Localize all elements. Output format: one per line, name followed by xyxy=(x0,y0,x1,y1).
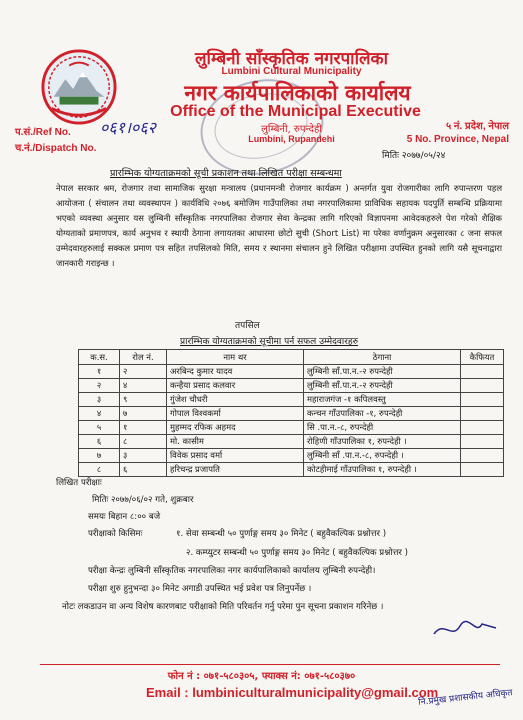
province-en: 5 No. Province, Nepal xyxy=(406,134,509,145)
cell-name: विवेक प्रसाद वर्मा xyxy=(167,449,304,463)
cell-address: लुम्बिनी साँ.पा.न.-२ रुपन्देही xyxy=(304,379,461,393)
table-row xyxy=(79,365,504,379)
place-np: लुम्बिनी, रुपन्देही xyxy=(261,124,322,135)
cell-roll: ६ xyxy=(120,463,167,477)
ref-no-label: प.सं./Ref No. xyxy=(15,127,71,138)
office-name-en: Office of the Municipal Executive xyxy=(170,103,421,120)
dispatch-no-label: च.नं./Dispatch No. xyxy=(15,143,97,154)
table-caption: प्रारम्भिक योग्यताक्रमको सूचीमा पर्न सफल उम्मेदवारहरु xyxy=(180,337,359,347)
exam-center: परीक्षा केन्द्रः लुम्बिनी साँस्कृतिक नगरपालिका नगर कार्यपालिकाको कार्यालय लुम्बिनी रुपन्देही। xyxy=(88,566,376,576)
cell-roll: ४ xyxy=(120,379,167,393)
cell-remarks xyxy=(461,365,504,379)
cell-remarks xyxy=(461,379,504,393)
col-address: ठेगाना xyxy=(304,350,461,365)
col-remarks: कैफियत xyxy=(461,350,504,365)
cell-sn: ६ xyxy=(79,435,120,449)
cell-remarks xyxy=(461,393,504,407)
table-row xyxy=(79,435,504,449)
cell-sn: १ xyxy=(79,365,120,379)
cell-name: अरबिन्द कुमार यादव xyxy=(167,365,304,379)
cell-name: गुंजेश चौधरी xyxy=(167,393,304,407)
cell-sn: ७ xyxy=(79,449,120,463)
candidate-table xyxy=(78,349,504,477)
exam-date: मितिः २०७७/०६/०२ गते, शुक्रबार xyxy=(92,495,194,505)
col-roll: रोल नं. xyxy=(120,350,167,365)
exam-title: लिखित परीक्षाः xyxy=(56,478,102,488)
cell-roll: २ xyxy=(120,365,167,379)
signature-mark xyxy=(430,618,500,640)
cell-address: लुम्बिनी साँ .पा.न.-८, रुपन्देही । xyxy=(304,449,461,463)
cell-address: कन्चन गाँउपालिका -१, रुपन्देही xyxy=(304,407,461,421)
cell-roll: ९ xyxy=(120,393,167,407)
place-en: Lumbini, Rupandehi xyxy=(248,134,335,144)
tapsil-heading: तपसिल xyxy=(235,321,260,331)
municipality-name-np: लुम्बिनी साँस्कृतिक नगरपालिका xyxy=(195,49,388,69)
footer-rule xyxy=(40,664,500,665)
exam-type-label: परीक्षाको किसिमः xyxy=(88,529,143,539)
col-name: नाम थर xyxy=(167,350,304,365)
cell-address: सि .पा.न.-८, रुपन्देही xyxy=(304,421,461,435)
table-header-row xyxy=(79,350,504,365)
ref-no-value: ०६१।०६२ xyxy=(100,118,156,137)
cell-name: मो. कासीम xyxy=(167,435,304,449)
cell-address: लुम्बिनी साँ.पा.न.-२ रुपन्देही xyxy=(304,365,461,379)
cell-remarks xyxy=(461,449,504,463)
exam-arrival: परीक्षा शुरु हुनुभन्दा ३० मिनेट अगाडी उपस्थित भई प्रवेश पत्र लिनुपर्नेछ । xyxy=(88,584,312,594)
col-sn: क.स. xyxy=(79,350,120,365)
cell-name: मुहम्मद रफिक अहमद xyxy=(167,421,304,435)
footer-phone: फोन नं : ०७१-५८०३०५, फ्याक्स नं: ०७१-५८०३७० xyxy=(167,671,356,682)
cell-name: गोपाल विश्वकर्मा xyxy=(167,407,304,421)
table-row xyxy=(79,407,504,421)
exam-note: नोटः लकडाउन वा अन्य विशेष कारणबाट परीक्षाको मिति परिवर्तन गर्नु परेमा पुन सूचना प्रकाशन गरिनेछ । xyxy=(62,602,384,612)
cell-address: कोटहीमाई गाँउपालिका १, रुपन्देही । xyxy=(304,463,461,477)
office-name-np: नगर कार्यपालिकाको कार्यालय xyxy=(184,80,411,105)
table-row xyxy=(79,421,504,435)
cell-sn: २ xyxy=(79,379,120,393)
cell-sn: ५ xyxy=(79,421,120,435)
exam-time: समयः बिहान ८:०० बजे xyxy=(88,512,161,522)
exam-type-2: २. कम्प्युटर सम्बन्धी ५० पुर्णाङ्ग समय ३० मिनेट ( बहुवैकल्पिक प्रश्नोत्तर ) xyxy=(186,548,409,558)
officer-designation-stamp: नि.प्रमुख प्रशासकीय अधिकृत xyxy=(417,688,514,708)
cell-address: रोहिणी गाँउपालिका १, रुपन्देही । xyxy=(304,435,461,449)
municipality-name-en: Lumbini Cultural Municipality xyxy=(221,66,362,77)
cell-roll: ३ xyxy=(120,449,167,463)
cell-name: हरिचन्द्र प्रजापति xyxy=(167,463,304,477)
cell-sn: ३ xyxy=(79,393,120,407)
cell-sn: ४ xyxy=(79,407,120,421)
cell-sn: ८ xyxy=(79,463,120,477)
cell-remarks xyxy=(461,435,504,449)
table-row xyxy=(79,463,504,477)
cell-name: कन्हैया प्रसाद कलवार xyxy=(167,379,304,393)
cell-remarks xyxy=(461,463,504,477)
table-row xyxy=(79,393,504,407)
cell-roll: १ xyxy=(120,421,167,435)
cell-remarks xyxy=(461,421,504,435)
table-row xyxy=(79,449,504,463)
cell-remarks xyxy=(461,407,504,421)
exam-type-1: १. सेवा सम्बन्धी ५० पुर्णाङ्ग समय ३० मिनेट ( बहुवैकल्पिक प्रश्नोत्तर ) xyxy=(176,529,387,539)
letter-date: मितिः २०७७/०५/२४ xyxy=(382,151,446,161)
footer-email[interactable]: Email : lumbiniculturalmunicipality@gmail.com xyxy=(146,685,439,700)
province xyxy=(407,120,509,146)
cell-roll: ८ xyxy=(120,435,167,449)
cell-roll: ७ xyxy=(120,407,167,421)
body-text: नेपाल सरकार श्रम, रोजगार तथा सामाजिक सुरक्षा मन्त्रालय (प्रधानमन्त्री रोजगार कार्यक्रम ) अन्तर्गत युवा रोजगारीका लागि रुपान्तरण पहल आयोजना ( संचालन तथा व्यवस्थापन ) कार्यविधि २०७६ बमोजिम गाउँपालिका तथा नगरपालिकामा प्राविधिक सहायक पदपुर्ति सम्बन्धि प्रक्रियामा भएको व्यवस्था अनुसार यस लुम्बिनी साँस्कृतिक नगरपालिका रोजगार सेवा केन्द्रका लागि गरिएको विज्ञापनमा आवेदकहरुले पेश गरेको शैक्षिक योग्यताको प्रमाणपत्र, कार्य अनुभव र स्थायी ठेगाना लगायतका आधारमा छोटो सुची (Short List) मा परेका वर्णानुक्रम अनुसारका ८ जना सफल उम्मेदवारहरुलाई सक्कल प्रमाण पत्र सहित तपसिलको मिति, समय र स्थानमा संचालन हुने लिखित परीक्षामा उपस्थित हुनको लागि यसै सूचनाद्वारा जानकारी गराइन्छ । xyxy=(56,183,502,268)
body-paragraph xyxy=(56,181,502,270)
province-np: ५ नं. प्रदेश, नेपाल xyxy=(445,121,509,132)
subject-line: प्रारम्भिक योग्यताक्रमको सूची प्रकाशन तथा लिखित परीक्षा सम्बन्धमा xyxy=(110,168,342,179)
table-row xyxy=(79,379,504,393)
cell-address: महाराजगंज -१ कपिलवस्तु xyxy=(304,393,461,407)
